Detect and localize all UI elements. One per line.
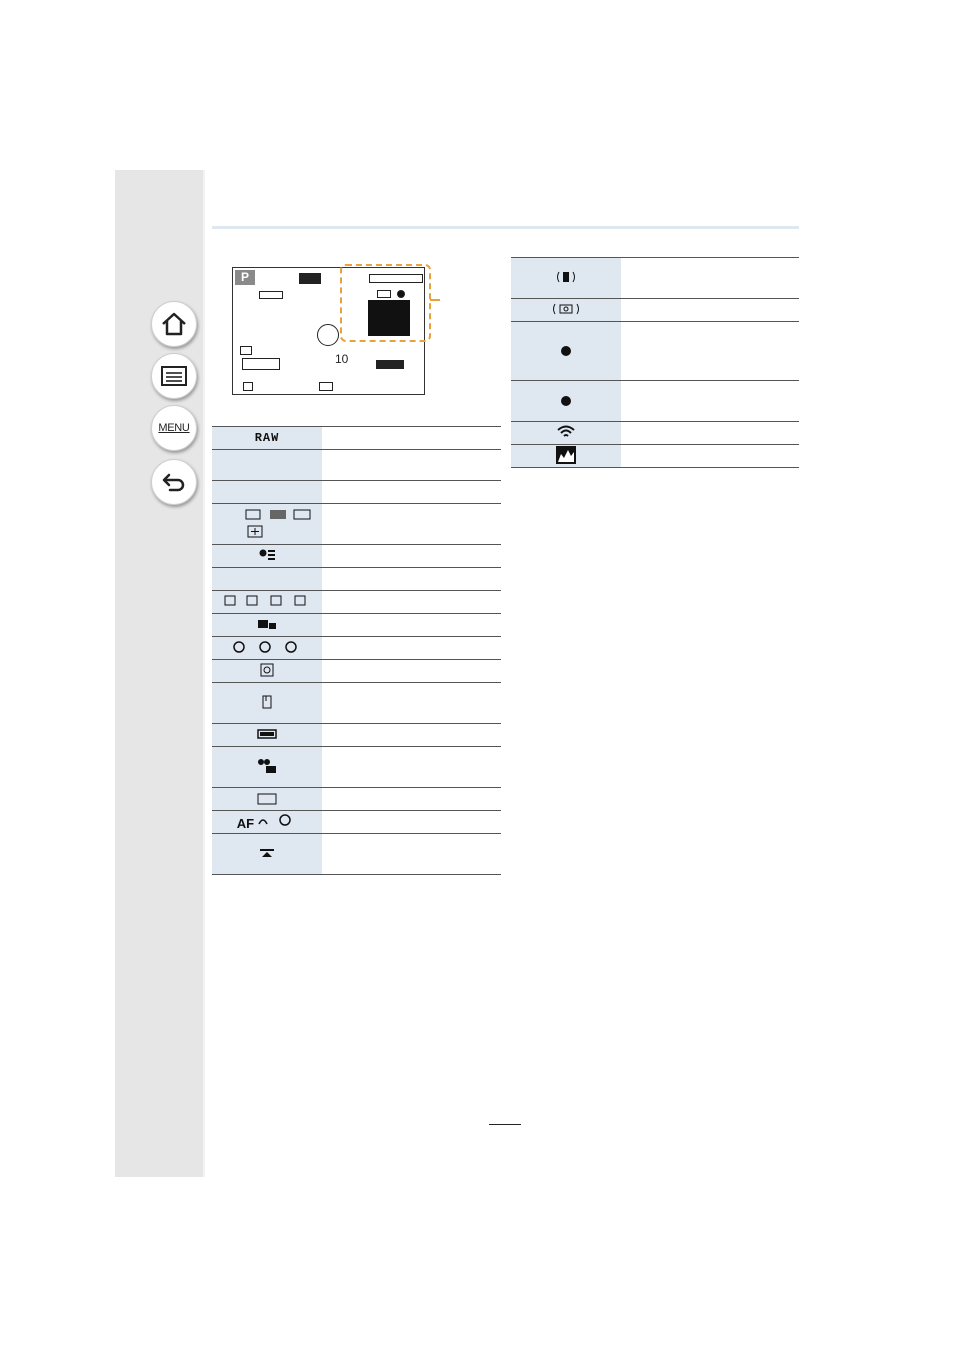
table-row <box>212 660 501 683</box>
photo-size-icon <box>259 291 283 299</box>
level-gauge-icon <box>242 358 280 370</box>
flash-icon <box>376 360 404 369</box>
af-macro-icon: AF <box>212 811 322 834</box>
table-row <box>511 299 799 322</box>
table-row <box>212 834 501 875</box>
ev-icon <box>319 382 333 391</box>
video-format-icon <box>299 273 321 284</box>
bracket-icon <box>212 614 322 637</box>
callout-line <box>430 299 440 301</box>
table-row <box>511 381 799 422</box>
table-row <box>212 747 501 788</box>
video-photo-icon <box>212 747 322 788</box>
right-icon-table <box>511 257 799 468</box>
raw-icon: RAW <box>212 427 322 450</box>
table-row <box>511 322 799 381</box>
face-icon <box>212 545 322 568</box>
list-icon <box>160 364 188 388</box>
table-row <box>212 427 501 450</box>
shutter-delay-icon <box>212 660 322 683</box>
table-row <box>511 445 799 468</box>
contents-button[interactable] <box>151 353 197 399</box>
header-rule <box>212 226 799 229</box>
card-icon <box>212 683 322 724</box>
table-row <box>212 811 501 834</box>
menu-label: MENU <box>158 422 190 434</box>
left-icon-table <box>212 426 501 875</box>
table-row <box>212 637 501 660</box>
table-row <box>212 504 501 545</box>
focus-limit-icon <box>212 834 322 875</box>
home-button[interactable] <box>151 301 197 347</box>
exposure-icon <box>243 382 253 391</box>
table-row <box>511 258 799 299</box>
recording-dot-icon-2 <box>511 381 621 422</box>
back-button[interactable] <box>151 459 197 505</box>
menu-button[interactable] <box>151 405 197 451</box>
table-row <box>212 683 501 724</box>
table-row <box>212 481 501 504</box>
table-row <box>511 422 799 445</box>
mode-indicator: P <box>235 270 255 285</box>
wifi-icon <box>511 422 621 445</box>
stabilizer-icon <box>240 346 252 355</box>
stabilizer-off-icon <box>511 258 621 299</box>
recording-dot-icon <box>511 322 621 381</box>
table-row <box>212 788 501 811</box>
highlight-box <box>340 264 431 342</box>
burst-icon <box>212 591 322 614</box>
page-number-rule <box>489 1124 521 1125</box>
sidebar-divider <box>203 170 205 1177</box>
back-icon <box>160 470 188 494</box>
timer-number: 10 <box>335 352 349 366</box>
self-timer-icon <box>317 324 339 346</box>
histogram-icon <box>511 445 621 468</box>
battery-level-icon <box>212 724 322 747</box>
table-row <box>212 724 501 747</box>
folder-icon <box>212 788 322 811</box>
table-row <box>212 591 501 614</box>
table-row <box>212 568 501 591</box>
home-icon <box>160 310 188 338</box>
shake-alert-icon <box>511 299 621 322</box>
table-row <box>212 614 501 637</box>
table-row <box>212 545 501 568</box>
timer-icon <box>212 637 322 660</box>
table-row <box>212 450 501 481</box>
af-area-icon <box>212 504 322 545</box>
